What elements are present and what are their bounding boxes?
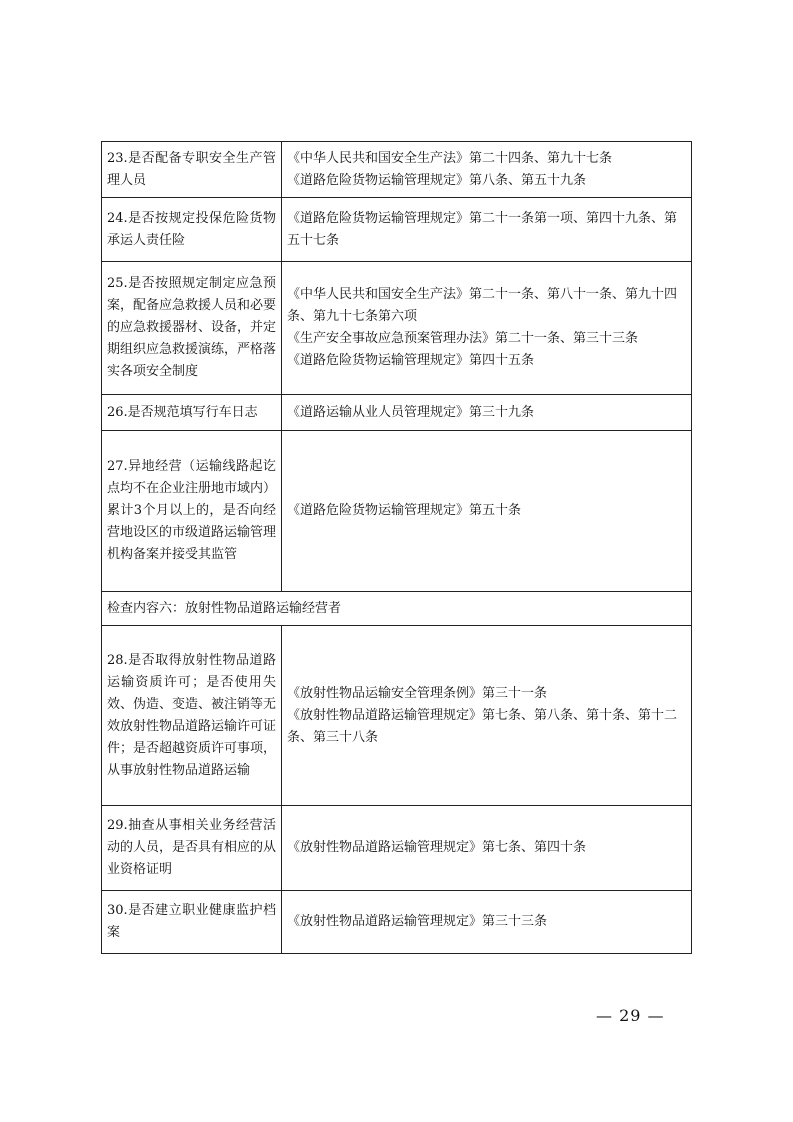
law-reference: 《道路运输从业人员管理规定》第三十九条 bbox=[287, 404, 535, 420]
reference-cell bbox=[282, 198, 692, 262]
table-row bbox=[102, 262, 692, 395]
table-row bbox=[102, 198, 692, 262]
page-number: — 29 — bbox=[596, 1006, 665, 1025]
question-cell: 25.是否按照规定制定应急预案，配备应急救援人员和必要的应急救援器材、设备，并定期组织应急救援演练，严格落实各项安全制度 bbox=[102, 262, 282, 395]
question-cell: 24.是否按规定投保危险货物承运人责任险 bbox=[102, 198, 282, 262]
reference-cell bbox=[282, 431, 692, 592]
law-reference: 《放射性物品运输安全管理条例》第三十一条 bbox=[287, 685, 548, 701]
table-row bbox=[102, 626, 692, 806]
table-row bbox=[102, 891, 692, 954]
law-reference: 《中华人民共和国安全生产法》第二十一条、第八十一条、第九十四条、第九十七条第六项 bbox=[287, 287, 678, 324]
law-reference: 《放射性物品道路运输管理规定》第七条、第八条、第十条、第十二条、第三十八条 bbox=[287, 707, 678, 745]
law-reference: 《道路危险货物运输管理规定》第四十五条 bbox=[287, 353, 535, 368]
table-row bbox=[102, 806, 692, 891]
inspection-table bbox=[101, 141, 692, 954]
table-row bbox=[102, 431, 692, 592]
reference-cell bbox=[282, 891, 692, 954]
table-row bbox=[102, 395, 692, 431]
reference-cell bbox=[282, 262, 692, 395]
law-reference: 《放射性物品道路运输管理规定》第三十三条 bbox=[287, 914, 548, 929]
question-cell: 26.是否规范填写行车日志 bbox=[102, 395, 282, 431]
question-cell: 27.异地经营（运输线路起讫点均不在企业注册地市域内）累计3个月以上的，是否向经营地设区的市级道路运输管理机构备案并接受其监管 bbox=[102, 431, 282, 592]
reference-cell bbox=[282, 395, 692, 431]
law-reference: 《放射性物品道路运输管理规定》第七条、第四十条 bbox=[287, 840, 587, 855]
reference-cell bbox=[282, 142, 692, 198]
question-cell: 28.是否取得放射性物品道路运输资质许可；是否使用失效、伪造、变造、被注销等无效放射性物品道路运输许可证件；是否超越资质许可事项，从事放射性物品道路运输 bbox=[102, 626, 282, 806]
question-cell: 23.是否配备专职安全生产管理人员 bbox=[102, 142, 282, 198]
question-cell: 30.是否建立职业健康监护档案 bbox=[102, 891, 282, 954]
reference-cell bbox=[282, 806, 692, 891]
law-reference: 《生产安全事故应急预案管理办法》第二十一条、第三十三条 bbox=[287, 331, 639, 346]
section-row bbox=[102, 592, 692, 626]
law-reference: 《道路危险货物运输管理规定》第五十条 bbox=[287, 503, 522, 518]
question-cell: 29.抽查从事相关业务经营活动的人员，是否具有相应的从业资格证明 bbox=[102, 806, 282, 891]
section-heading: 检查内容六：放射性物品道路运输经营者 bbox=[102, 592, 692, 626]
law-reference: 《中华人民共和国安全生产法》第二十四条、第九十七条 bbox=[287, 150, 613, 166]
law-reference: 《道路危险货物运输管理规定》第二十一条第一项、第四十九条、第五十七条 bbox=[287, 210, 678, 248]
law-reference: 《道路危险货物运输管理规定》第八条、第五十九条 bbox=[287, 172, 587, 188]
reference-cell bbox=[282, 626, 692, 806]
table-row bbox=[102, 142, 692, 198]
